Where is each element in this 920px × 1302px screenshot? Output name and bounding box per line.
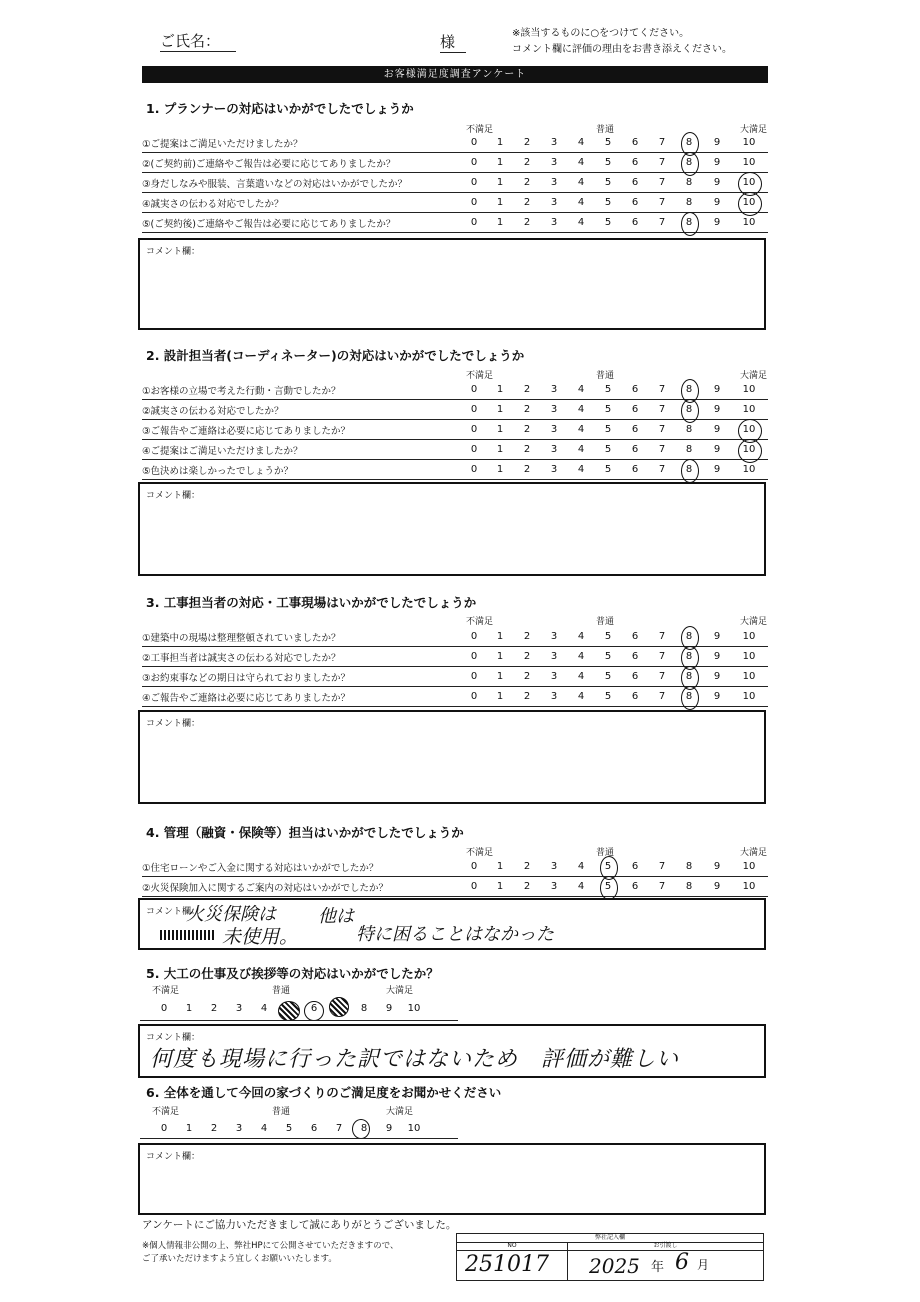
rating-option-9[interactable]: 9 bbox=[713, 424, 721, 435]
rating-option-9[interactable]: 9 bbox=[713, 177, 721, 188]
rating-option-6[interactable]: 6 bbox=[631, 861, 639, 872]
question-row bbox=[142, 857, 768, 877]
rating-option-4[interactable]: 4 bbox=[577, 691, 585, 702]
section-1-title: 1. プランナーの対応はいかがでしたでしょうか bbox=[146, 101, 414, 116]
rating-option-6[interactable]: 6 bbox=[631, 671, 639, 682]
rating-option-8[interactable]: 8 bbox=[685, 424, 693, 435]
rating-option-7[interactable]: 7 bbox=[658, 631, 666, 642]
rating-option-10[interactable]: 10 bbox=[742, 157, 756, 168]
rating-option-0[interactable]: 0 bbox=[470, 444, 478, 455]
rating-option-2[interactable]: 2 bbox=[210, 1003, 218, 1014]
question-text: ⑤(ご契約後)ご連絡やご報告は必要に応じてありましたか？ bbox=[142, 219, 396, 230]
thanks-message: アンケートにご協力いただきまして誠にありがとうございました。 bbox=[142, 1219, 457, 1231]
section-3-title: 3. 工事担当者の対応・工事現場はいかがでしたでしょうか bbox=[146, 595, 477, 610]
question-row bbox=[142, 380, 768, 400]
question-row bbox=[142, 460, 768, 480]
question-text: ④誠実さの伝わる対応でしたか？ bbox=[142, 199, 284, 210]
rating-option-4[interactable]: 4 bbox=[260, 1003, 268, 1014]
rating-option-9[interactable]: 9 bbox=[713, 384, 721, 395]
comment-label: コメント欄： bbox=[146, 719, 201, 729]
rating-option-4[interactable]: 4 bbox=[577, 861, 585, 872]
rating-option-4[interactable]: 4 bbox=[577, 464, 585, 475]
scale-mid-label: 普通 bbox=[272, 1107, 291, 1117]
question-text: ①建築中の現場は整理整頓されていましたか？ bbox=[142, 633, 341, 644]
rating-option-9[interactable]: 9 bbox=[713, 631, 721, 642]
question-row bbox=[142, 193, 768, 213]
question-text: ①ご提案はご満足いただけましたか？ bbox=[142, 139, 303, 150]
honorific-sama: 様 bbox=[440, 31, 466, 53]
rating-option-2[interactable]: 2 bbox=[523, 157, 531, 168]
rating-option-9[interactable]: 9 bbox=[713, 137, 721, 148]
instruction-comment: コメント欄に評価の理由をお書き添えください。 bbox=[512, 44, 732, 55]
rating-option-2[interactable]: 2 bbox=[523, 671, 531, 682]
rating-option-1[interactable]: 1 bbox=[496, 881, 504, 892]
scale-high-label: 大満足 bbox=[386, 1107, 414, 1117]
rating-option-4[interactable]: 4 bbox=[577, 177, 585, 188]
rating-option-0[interactable]: 0 bbox=[470, 861, 478, 872]
rating-option-3[interactable]: 3 bbox=[550, 881, 558, 892]
rating-option-3[interactable]: 3 bbox=[235, 1123, 243, 1134]
no-label: NO bbox=[457, 1242, 567, 1251]
rating-option-5[interactable]: 5 bbox=[604, 691, 612, 702]
rating-option-3[interactable]: 3 bbox=[550, 651, 558, 662]
rating-option-8[interactable]: 8 bbox=[685, 691, 693, 702]
rating-option-9[interactable]: 9 bbox=[713, 651, 721, 662]
section-5-scale-line bbox=[140, 1020, 458, 1021]
rating-option-2[interactable]: 2 bbox=[523, 177, 531, 188]
rating-option-9[interactable]: 9 bbox=[713, 197, 721, 208]
section-5-comment: 何度も現場に行った訳ではないため 評価が難しい bbox=[150, 1047, 680, 1072]
rating-option-7[interactable]: 7 bbox=[658, 444, 666, 455]
rating-option-0[interactable]: 0 bbox=[470, 651, 478, 662]
answer-circle bbox=[681, 686, 699, 710]
rating-option-10[interactable]: 10 bbox=[742, 217, 756, 228]
rating-option-10[interactable]: 10 bbox=[742, 404, 756, 415]
office-use-header: 弊社記入欄 bbox=[457, 1234, 763, 1243]
rating-option-9[interactable]: 9 bbox=[713, 217, 721, 228]
answer-circle bbox=[681, 459, 699, 483]
section-4-comment-line-3: 他は bbox=[318, 906, 354, 927]
rating-option-9[interactable]: 9 bbox=[713, 404, 721, 415]
rating-option-2[interactable]: 2 bbox=[523, 691, 531, 702]
scribble-mark bbox=[160, 930, 216, 940]
rating-option-7[interactable]: 7 bbox=[658, 197, 666, 208]
rating-option-6[interactable]: 6 bbox=[631, 444, 639, 455]
scale-low-label: 不満足 bbox=[466, 371, 494, 381]
privacy-line-2: ご了承いただけますよう宜しくお願いいたします。 bbox=[142, 1254, 337, 1264]
rating-option-3[interactable]: 3 bbox=[550, 861, 558, 872]
rating-option-4[interactable]: 4 bbox=[577, 217, 585, 228]
rating-option-10[interactable]: 10 bbox=[742, 444, 756, 455]
scale-high-label: 大満足 bbox=[740, 617, 768, 627]
rating-option-1[interactable]: 1 bbox=[496, 861, 504, 872]
rating-option-1[interactable]: 1 bbox=[496, 197, 504, 208]
rating-option-7[interactable]: 7 bbox=[658, 691, 666, 702]
rating-option-3[interactable]: 3 bbox=[550, 424, 558, 435]
question-text: ④ご報告やご連絡は必要に応じてありましたか？ bbox=[142, 693, 351, 704]
rating-option-10[interactable]: 10 bbox=[742, 691, 756, 702]
question-text: ②火災保険加入に関するご案内の対応はいかがでしたか？ bbox=[142, 883, 389, 894]
rating-option-8[interactable]: 8 bbox=[360, 1003, 368, 1014]
answer-circle bbox=[278, 1001, 300, 1021]
comment-label: コメント欄： bbox=[146, 247, 201, 257]
comment-label: コメント欄： bbox=[146, 907, 201, 917]
rating-option-5[interactable]: 5 bbox=[604, 631, 612, 642]
year-unit: 年 bbox=[651, 1260, 665, 1275]
rating-option-7[interactable]: 7 bbox=[658, 671, 666, 682]
scale-high-label: 大満足 bbox=[740, 125, 768, 135]
rating-option-5[interactable]: 5 bbox=[604, 651, 612, 662]
rating-option-2[interactable]: 2 bbox=[523, 424, 531, 435]
rating-option-0[interactable]: 0 bbox=[160, 1123, 168, 1134]
privacy-line-1: ※個人情報非公開の上、弊社HPにて公開させていただきますので、 bbox=[142, 1241, 399, 1251]
rating-option-7[interactable]: 7 bbox=[658, 881, 666, 892]
rating-option-7[interactable]: 7 bbox=[658, 424, 666, 435]
rating-option-10[interactable]: 10 bbox=[742, 671, 756, 682]
section-6-scale-line bbox=[140, 1138, 458, 1139]
rating-option-8[interactable]: 8 bbox=[685, 197, 693, 208]
rating-option-4[interactable]: 4 bbox=[577, 651, 585, 662]
rating-option-6[interactable]: 6 bbox=[631, 157, 639, 168]
rating-option-3[interactable]: 3 bbox=[550, 384, 558, 395]
rating-option-8[interactable]: 8 bbox=[685, 671, 693, 682]
section-3-comment-box[interactable] bbox=[138, 710, 766, 804]
rating-option-9[interactable]: 9 bbox=[713, 881, 721, 892]
rating-option-10[interactable]: 10 bbox=[742, 197, 756, 208]
rating-option-5[interactable]: 5 bbox=[604, 424, 612, 435]
rating-option-6[interactable]: 6 bbox=[631, 137, 639, 148]
rating-option-6[interactable]: 6 bbox=[310, 1123, 318, 1134]
rating-option-0[interactable]: 0 bbox=[470, 197, 478, 208]
survey-title-bar: お客様満足度調査アンケート bbox=[142, 66, 768, 83]
rating-option-7[interactable]: 7 bbox=[658, 137, 666, 148]
rating-option-2[interactable]: 2 bbox=[523, 137, 531, 148]
rating-option-8[interactable]: 8 bbox=[685, 651, 693, 662]
rating-option-10[interactable]: 10 bbox=[742, 861, 756, 872]
section-6-comment-box[interactable] bbox=[138, 1143, 766, 1215]
rating-option-5[interactable]: 5 bbox=[604, 197, 612, 208]
rating-option-2[interactable]: 2 bbox=[523, 404, 531, 415]
rating-option-4[interactable]: 4 bbox=[577, 404, 585, 415]
rating-option-6[interactable]: 6 bbox=[310, 1003, 318, 1014]
scale-low-label: 不満足 bbox=[152, 1107, 180, 1117]
rating-option-5[interactable]: 5 bbox=[604, 384, 612, 395]
rating-option-2[interactable]: 2 bbox=[523, 881, 531, 892]
rating-option-1[interactable]: 1 bbox=[496, 177, 504, 188]
rating-option-4[interactable]: 4 bbox=[577, 197, 585, 208]
rating-option-0[interactable]: 0 bbox=[470, 691, 478, 702]
rating-option-4[interactable]: 4 bbox=[577, 157, 585, 168]
rating-option-5[interactable]: 5 bbox=[604, 881, 612, 892]
rating-option-0[interactable]: 0 bbox=[470, 137, 478, 148]
scale-high-label: 大満足 bbox=[740, 371, 768, 381]
rating-option-8[interactable]: 8 bbox=[685, 137, 693, 148]
question-row bbox=[142, 627, 768, 647]
comment-label: コメント欄： bbox=[146, 491, 201, 501]
rating-option-1[interactable]: 1 bbox=[496, 217, 504, 228]
rating-option-3[interactable]: 3 bbox=[550, 691, 558, 702]
rating-option-2[interactable]: 2 bbox=[210, 1123, 218, 1134]
rating-option-6[interactable]: 6 bbox=[631, 217, 639, 228]
rating-option-1[interactable]: 1 bbox=[496, 464, 504, 475]
delivery-month: 6 bbox=[675, 1250, 689, 1275]
rating-option-10[interactable]: 10 bbox=[407, 1003, 421, 1014]
rating-option-4[interactable]: 4 bbox=[577, 444, 585, 455]
rating-option-3[interactable]: 3 bbox=[550, 177, 558, 188]
rating-option-5[interactable]: 5 bbox=[604, 157, 612, 168]
comment-label: コメント欄： bbox=[146, 1033, 201, 1043]
rating-option-4[interactable]: 4 bbox=[577, 881, 585, 892]
rating-option-3[interactable]: 3 bbox=[550, 444, 558, 455]
rating-option-7[interactable]: 7 bbox=[658, 384, 666, 395]
rating-option-0[interactable]: 0 bbox=[470, 671, 478, 682]
rating-option-8[interactable]: 8 bbox=[360, 1123, 368, 1134]
rating-option-0[interactable]: 0 bbox=[470, 404, 478, 415]
rating-option-7[interactable]: 7 bbox=[658, 217, 666, 228]
rating-option-8[interactable]: 8 bbox=[685, 157, 693, 168]
rating-option-1[interactable]: 1 bbox=[496, 384, 504, 395]
scale-mid-label: 普通 bbox=[596, 617, 615, 627]
rating-option-3[interactable]: 3 bbox=[550, 137, 558, 148]
rating-option-5[interactable]: 5 bbox=[604, 861, 612, 872]
rating-option-7[interactable]: 7 bbox=[658, 157, 666, 168]
question-row bbox=[142, 400, 768, 420]
question-text: ①住宅ローンやご入金に関する対応はいかがでしたか？ bbox=[142, 863, 379, 874]
rating-option-9[interactable]: 9 bbox=[713, 671, 721, 682]
rating-option-10[interactable]: 10 bbox=[742, 631, 756, 642]
rating-option-6[interactable]: 6 bbox=[631, 424, 639, 435]
question-row bbox=[142, 877, 768, 897]
rating-option-10[interactable]: 10 bbox=[742, 384, 756, 395]
rating-option-2[interactable]: 2 bbox=[523, 464, 531, 475]
scale-mid-label: 普通 bbox=[596, 848, 615, 858]
office-use-box bbox=[456, 1233, 764, 1281]
rating-option-6[interactable]: 6 bbox=[631, 197, 639, 208]
office-divider bbox=[567, 1242, 568, 1280]
rating-option-8[interactable]: 8 bbox=[685, 464, 693, 475]
rating-option-5[interactable]: 5 bbox=[604, 444, 612, 455]
rating-option-2[interactable]: 2 bbox=[523, 861, 531, 872]
scale-low-label: 不満足 bbox=[466, 617, 494, 627]
scale-low-label: 不満足 bbox=[466, 848, 494, 858]
question-text: ⑤色決めは楽しかったでしょうか？ bbox=[142, 466, 294, 477]
rating-option-3[interactable]: 3 bbox=[550, 404, 558, 415]
rating-option-7[interactable]: 7 bbox=[658, 651, 666, 662]
delivery-year: 2025 bbox=[589, 1254, 640, 1278]
rating-option-7[interactable]: 7 bbox=[335, 1123, 343, 1134]
scale-high-label: 大満足 bbox=[386, 986, 414, 996]
scale-mid-label: 普通 bbox=[596, 125, 615, 135]
rating-option-6[interactable]: 6 bbox=[631, 404, 639, 415]
rating-option-0[interactable]: 0 bbox=[470, 157, 478, 168]
scale-high-label: 大満足 bbox=[740, 848, 768, 858]
answer-circle bbox=[304, 1001, 324, 1021]
rating-option-2[interactable]: 2 bbox=[523, 444, 531, 455]
rating-option-8[interactable]: 8 bbox=[685, 881, 693, 892]
rating-option-6[interactable]: 6 bbox=[631, 177, 639, 188]
rating-option-1[interactable]: 1 bbox=[496, 691, 504, 702]
rating-option-5[interactable]: 5 bbox=[604, 404, 612, 415]
question-text: ①お客様の立場で考えた行動・言動でしたか？ bbox=[142, 386, 341, 397]
rating-option-2[interactable]: 2 bbox=[523, 197, 531, 208]
month-unit: 月 bbox=[697, 1258, 710, 1272]
question-text: ③ご報告やご連絡は必要に応じてありましたか？ bbox=[142, 426, 351, 437]
privacy-note bbox=[142, 1240, 398, 1266]
section-4-title: 4. 管理（融資・保険等）担当はいかがでしたでしょうか bbox=[146, 825, 464, 840]
rating-option-4[interactable]: 4 bbox=[260, 1123, 268, 1134]
answer-circle bbox=[352, 1119, 370, 1139]
question-row bbox=[142, 173, 768, 193]
question-text: ②工事担当者は誠実さの伝わる対応でしたか？ bbox=[142, 653, 341, 664]
rating-option-1[interactable]: 1 bbox=[185, 1123, 193, 1134]
rating-option-8[interactable]: 8 bbox=[685, 217, 693, 228]
rating-option-9[interactable]: 9 bbox=[713, 691, 721, 702]
rating-option-6[interactable]: 6 bbox=[631, 384, 639, 395]
rating-option-4[interactable]: 4 bbox=[577, 384, 585, 395]
question-text: ②誠実さの伝わる対応でしたか？ bbox=[142, 406, 284, 417]
rating-option-0[interactable]: 0 bbox=[160, 1003, 168, 1014]
rating-option-9[interactable]: 9 bbox=[713, 861, 721, 872]
question-text: ④ご提案はご満足いただけましたか？ bbox=[142, 446, 303, 457]
rating-option-6[interactable]: 6 bbox=[631, 691, 639, 702]
rating-option-0[interactable]: 0 bbox=[470, 424, 478, 435]
rating-option-2[interactable]: 2 bbox=[523, 631, 531, 642]
rating-option-1[interactable]: 1 bbox=[496, 137, 504, 148]
rating-option-10[interactable]: 10 bbox=[742, 651, 756, 662]
question-row bbox=[142, 213, 768, 233]
rating-option-6[interactable]: 6 bbox=[631, 881, 639, 892]
question-row bbox=[142, 687, 768, 707]
rating-option-8[interactable]: 8 bbox=[685, 631, 693, 642]
rating-option-10[interactable]: 10 bbox=[742, 137, 756, 148]
customer-name-label: ご氏名： bbox=[160, 30, 236, 52]
rating-option-1[interactable]: 1 bbox=[496, 631, 504, 642]
section-6-title: 6. 全体を通して今回の家づくりのご満足度をお聞かせください bbox=[146, 1085, 502, 1100]
rating-option-7[interactable]: 7 bbox=[658, 464, 666, 475]
rating-option-3[interactable]: 3 bbox=[550, 217, 558, 228]
rating-option-5[interactable]: 5 bbox=[604, 137, 612, 148]
comment-label: コメント欄： bbox=[146, 1152, 201, 1162]
rating-option-0[interactable]: 0 bbox=[470, 177, 478, 188]
section-1-comment-box[interactable] bbox=[138, 238, 766, 330]
answer-circle bbox=[329, 997, 349, 1017]
scale-low-label: 不満足 bbox=[152, 986, 180, 996]
rating-option-10[interactable]: 10 bbox=[742, 464, 756, 475]
scale-mid-label: 普通 bbox=[272, 986, 291, 996]
instruction-circle: ※該当するものに○をつけてください。 bbox=[512, 28, 690, 39]
rating-option-3[interactable]: 3 bbox=[550, 197, 558, 208]
rating-option-5[interactable]: 5 bbox=[604, 217, 612, 228]
rating-option-4[interactable]: 4 bbox=[577, 424, 585, 435]
rating-option-8[interactable]: 8 bbox=[685, 177, 693, 188]
rating-option-1[interactable]: 1 bbox=[496, 424, 504, 435]
rating-option-7[interactable]: 7 bbox=[658, 861, 666, 872]
rating-option-8[interactable]: 8 bbox=[685, 404, 693, 415]
rating-option-9[interactable]: 9 bbox=[713, 444, 721, 455]
section-4-comment-line-2: 未使用。 bbox=[222, 926, 299, 948]
rating-option-4[interactable]: 4 bbox=[577, 137, 585, 148]
section-4-comment-line-4: 特に困ることはなかった bbox=[356, 924, 554, 945]
rating-option-8[interactable]: 8 bbox=[685, 444, 693, 455]
section-2-title: 2. 設計担当者(コーディネーター)の対応はいかがでしたでしょうか bbox=[146, 348, 525, 363]
rating-option-10[interactable]: 10 bbox=[407, 1123, 421, 1134]
rating-option-4[interactable]: 4 bbox=[577, 631, 585, 642]
rating-option-7[interactable]: 7 bbox=[658, 404, 666, 415]
question-row bbox=[142, 420, 768, 440]
scale-mid-label: 普通 bbox=[596, 371, 615, 381]
rating-option-3[interactable]: 3 bbox=[550, 631, 558, 642]
rating-option-5[interactable]: 5 bbox=[604, 464, 612, 475]
rating-option-3[interactable]: 3 bbox=[235, 1003, 243, 1014]
rating-option-3[interactable]: 3 bbox=[550, 671, 558, 682]
rating-option-2[interactable]: 2 bbox=[523, 217, 531, 228]
section-2-comment-box[interactable] bbox=[138, 482, 766, 576]
rating-option-6[interactable]: 6 bbox=[631, 651, 639, 662]
rating-option-9[interactable]: 9 bbox=[713, 157, 721, 168]
question-row bbox=[142, 440, 768, 460]
rating-option-1[interactable]: 1 bbox=[496, 444, 504, 455]
delivery-label: お引渡し bbox=[568, 1242, 763, 1251]
rating-option-5[interactable]: 5 bbox=[285, 1123, 293, 1134]
rating-option-8[interactable]: 8 bbox=[685, 384, 693, 395]
rating-option-0[interactable]: 0 bbox=[470, 881, 478, 892]
answer-circle bbox=[600, 876, 618, 900]
rating-option-3[interactable]: 3 bbox=[550, 464, 558, 475]
rating-option-9[interactable]: 9 bbox=[385, 1003, 393, 1014]
rating-option-3[interactable]: 3 bbox=[550, 157, 558, 168]
section-5-title: 5. 大工の仕事及び挨拶等の対応はいかがでしたか？ bbox=[146, 966, 439, 981]
rating-option-2[interactable]: 2 bbox=[523, 651, 531, 662]
rating-option-1[interactable]: 1 bbox=[496, 651, 504, 662]
rating-option-1[interactable]: 1 bbox=[496, 671, 504, 682]
rating-option-9[interactable]: 9 bbox=[713, 464, 721, 475]
no-value: 251017 bbox=[465, 1252, 549, 1277]
rating-option-0[interactable]: 0 bbox=[470, 464, 478, 475]
question-row bbox=[142, 133, 768, 153]
answer-circle bbox=[681, 212, 699, 236]
rating-option-5[interactable]: 5 bbox=[604, 177, 612, 188]
question-text: ③お約束事などの期日は守られておりましたか？ bbox=[142, 673, 351, 684]
rating-option-1[interactable]: 1 bbox=[496, 404, 504, 415]
rating-option-0[interactable]: 0 bbox=[470, 384, 478, 395]
rating-option-6[interactable]: 6 bbox=[631, 631, 639, 642]
rating-option-6[interactable]: 6 bbox=[631, 464, 639, 475]
rating-option-9[interactable]: 9 bbox=[385, 1123, 393, 1134]
rating-option-10[interactable]: 10 bbox=[742, 177, 756, 188]
question-row bbox=[142, 153, 768, 173]
rating-option-5[interactable]: 5 bbox=[604, 671, 612, 682]
question-text: ②(ご契約前)ご連絡やご報告は必要に応じてありましたか？ bbox=[142, 159, 396, 170]
rating-option-0[interactable]: 0 bbox=[470, 631, 478, 642]
instructions bbox=[512, 26, 732, 58]
rating-option-1[interactable]: 1 bbox=[496, 157, 504, 168]
rating-option-10[interactable]: 10 bbox=[742, 881, 756, 892]
rating-option-7[interactable]: 7 bbox=[658, 177, 666, 188]
scale-low-label: 不満足 bbox=[466, 125, 494, 135]
rating-option-8[interactable]: 8 bbox=[685, 861, 693, 872]
rating-option-10[interactable]: 10 bbox=[742, 424, 756, 435]
question-row bbox=[142, 667, 768, 687]
rating-option-2[interactable]: 2 bbox=[523, 384, 531, 395]
question-row bbox=[142, 647, 768, 667]
rating-option-0[interactable]: 0 bbox=[470, 217, 478, 228]
question-text: ③身だしなみや服装、言葉遣いなどの対応はいかがでしたか？ bbox=[142, 179, 408, 190]
rating-option-1[interactable]: 1 bbox=[185, 1003, 193, 1014]
section-4-comment-line-1: 火災保険は bbox=[186, 904, 276, 925]
rating-option-4[interactable]: 4 bbox=[577, 671, 585, 682]
